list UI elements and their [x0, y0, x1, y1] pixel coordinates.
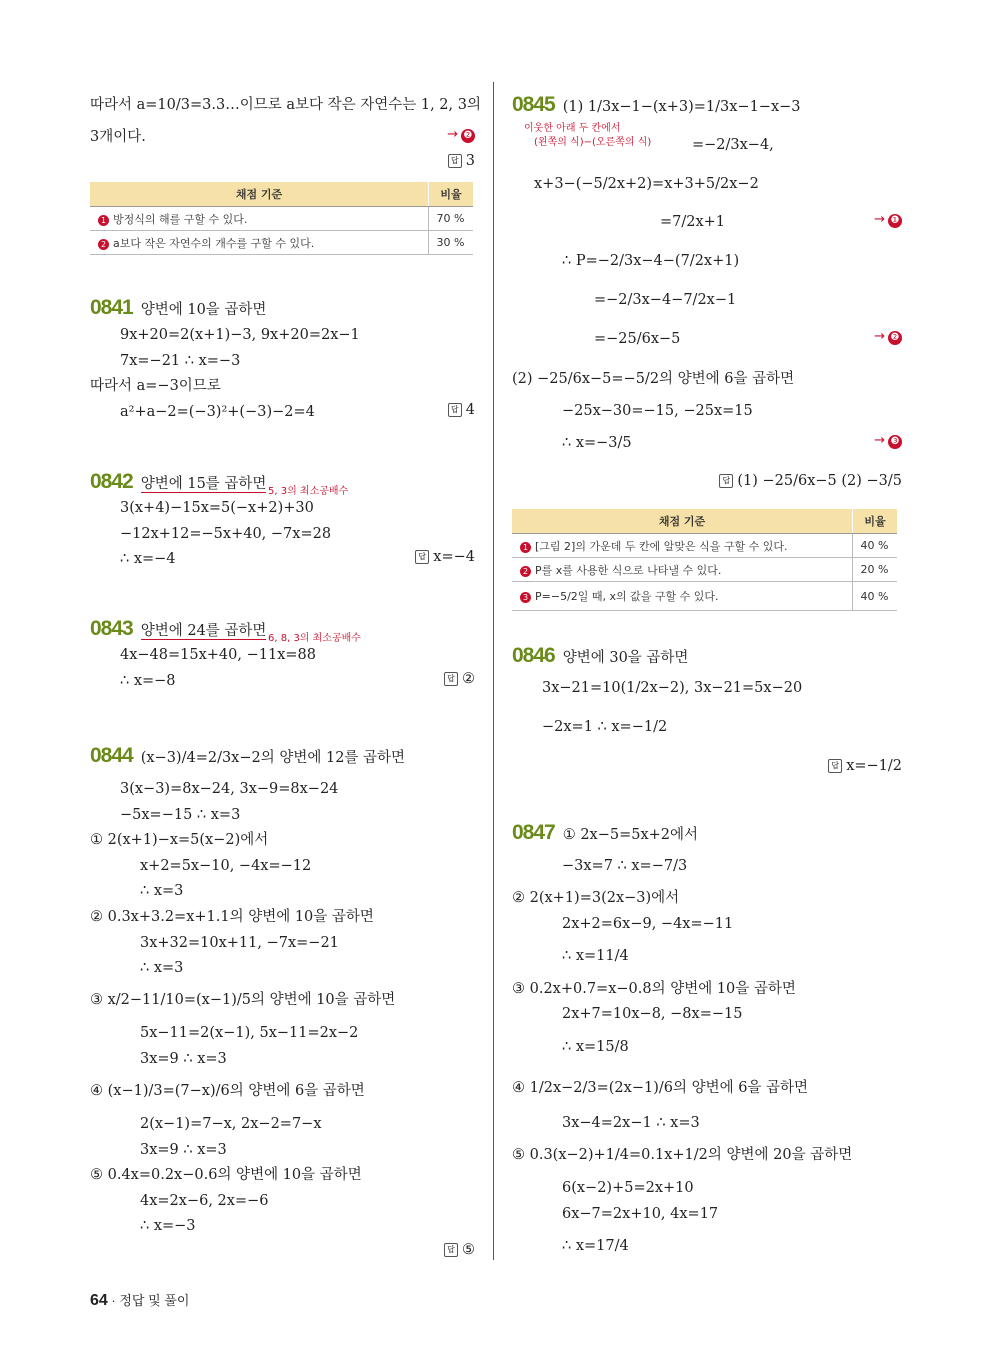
solution-line: ④ (x−1)/3=(7−x)/6의 양변에 6을 곱하면 [90, 1083, 365, 1099]
solution-line: 3x−21=10(1/2x−2), 3x−21=5x−20 [542, 680, 803, 696]
marker-icon: 1 [520, 542, 531, 553]
page-footer [90, 1290, 189, 1310]
solution-line: =−2/3x−4−7/2x−1 [594, 292, 737, 308]
column-divider [493, 82, 494, 1260]
answer-icon: 답 [444, 1243, 458, 1257]
solution-line: ∴ P=−2/3x−4−(7/2x+1) [562, 253, 740, 269]
table-header: 채점 기준 [90, 182, 429, 207]
solution-line: 2(x−1)=7−x, 2x−2=7−x [140, 1116, 322, 1132]
annotation: 6, 8, 3의 최소공배수 [268, 633, 361, 644]
solution-line: ∴ x=−3/5 [562, 435, 632, 451]
solution-line: −12x+12=−5x+40, −7x=28 [120, 526, 332, 542]
solution-line: 2x+7=10x−8, −8x=−15 [562, 1006, 743, 1022]
marker-icon: 2 [98, 239, 109, 250]
answer: 답 (1) −25/6x−5 (2) −3/5 [719, 473, 902, 489]
problem-0842: 0842 양변에 15를 곱하면 [90, 470, 267, 493]
solution-line: ③ x/2−11/10=(x−1)/5의 양변에 10을 곱하면 [90, 992, 396, 1008]
solution-line: ∴ x=3 [140, 883, 184, 899]
solution-line: 5x−11=2(x−1), 5x−11=2x−2 [140, 1025, 359, 1041]
page-number: 64 [90, 1292, 108, 1309]
solution-line: ③ 0.2x+0.7=x−0.8의 양변에 10을 곱하면 [512, 981, 796, 997]
answer: 답 ⑤ [444, 1242, 475, 1258]
solution-line: 6x−7=2x+10, 4x=17 [562, 1206, 719, 1222]
solution-line: −2x=1 ∴ x=−1/2 [542, 719, 668, 735]
solution-line: ∴ x=17/4 [562, 1238, 629, 1254]
step-marker: → ❷ [874, 329, 902, 345]
solution-line: ① 2(x+1)−x=5(x−2)에서 [90, 832, 269, 848]
solution-line: =7/2x+1 [660, 214, 726, 230]
solution-line: =−2/3x−4, [692, 137, 774, 153]
table-header: 비율 [429, 182, 474, 207]
table-header: 비율 [853, 509, 898, 534]
table-row: 1 [그림 2]의 가운데 두 칸에 알맞은 식을 구할 수 있다. 40 % [512, 534, 897, 558]
solution-line: −25x−30=−15, −25x=15 [562, 403, 753, 419]
solution-line: ② 2(x+1)=3(2x−3)에서 [512, 890, 680, 906]
solution-line: ∴ x=−3 [140, 1218, 196, 1234]
answer: 답 ② [444, 671, 475, 687]
marker-icon: 2 [520, 566, 531, 577]
solution-line: ∴ x=−4 [120, 551, 176, 567]
problem-0841: 0841 양변에 10을 곱하면 [90, 296, 267, 319]
answer: 답 3 [448, 153, 475, 169]
solution-line: ⑤ 0.3(x−2)+1/4=0.1x+1/2의 양변에 20을 곱하면 [512, 1147, 853, 1163]
answer-icon: 답 [444, 672, 458, 686]
intro-line: 3개이다. [90, 129, 146, 145]
solution-line: 3x+32=10x+11, −7x=−21 [140, 935, 339, 951]
solution-line: 7x=−21 ∴ x=−3 [120, 353, 241, 369]
answer-icon: 답 [719, 474, 733, 488]
solution-line: −5x=−15 ∴ x=3 [120, 807, 241, 823]
table-row: 1 방정식의 해를 구할 수 있다. 70 % [90, 207, 473, 231]
answer: 답 x=−1/2 [828, 758, 902, 774]
solution-line: ∴ x=−8 [120, 673, 176, 689]
solution-line: 6(x−2)+5=2x+10 [562, 1180, 694, 1196]
problem-0845: 0845 (1) 1/3x−1−(x+3)=1/3x−1−x−3 [512, 93, 801, 116]
annotation: (왼쪽의 식)−(오른쪽의 식) [534, 137, 652, 148]
solution-line: 3x=9 ∴ x=3 [140, 1051, 227, 1067]
solution-line: a²+a−2=(−3)²+(−3)−2=4 [120, 404, 315, 420]
table-row: 2 a보다 작은 자연수의 개수를 구할 수 있다. 30 % [90, 231, 473, 255]
answer-icon: 답 [448, 403, 462, 417]
problem-0847: 0847 ① 2x−5=5x+2에서 [512, 821, 699, 844]
step-marker: → ❶ [874, 212, 902, 228]
step-marker: → ❷ [447, 127, 475, 143]
answer: 답 x=−4 [415, 549, 475, 565]
answer-icon: 답 [415, 550, 429, 564]
table-row: 3 P=−5/2일 때, x의 값을 구할 수 있다. 40 % [512, 582, 897, 611]
solution-line: (2) −25/6x−5=−5/2의 양변에 6을 곱하면 [512, 371, 795, 387]
step-marker: → ❸ [874, 433, 902, 449]
solution-line: 9x+20=2(x+1)−3, 9x+20=2x−1 [120, 327, 360, 343]
annotation: 이웃한 아래 두 칸에서 [524, 123, 621, 134]
marker-icon: 1 [98, 215, 109, 226]
table-header: 채점 기준 [512, 509, 853, 534]
solution-line: 3(x−3)=8x−24, 3x−9=8x−24 [120, 781, 339, 797]
solution-line: ② 0.3x+3.2=x+1.1의 양변에 10을 곱하면 [90, 909, 374, 925]
problem-0846: 0846 양변에 30을 곱하면 [512, 644, 689, 667]
solution-line: ∴ x=11/4 [562, 948, 629, 964]
solution-line: ④ 1/2x−2/3=(2x−1)/6의 양변에 6을 곱하면 [512, 1080, 809, 1096]
solution-line: 2x+2=6x−9, −4x=−11 [562, 916, 734, 932]
answer-icon: 답 [448, 154, 462, 168]
solution-line: 따라서 a=−3이므로 [90, 378, 221, 394]
intro-line: 따라서 a=10/3=3.3…이므로 a보다 작은 자연수는 1, 2, 3의 [90, 97, 481, 113]
grading-table [512, 509, 897, 611]
solution-line: ∴ x=3 [140, 960, 184, 976]
solution-line: 3x=9 ∴ x=3 [140, 1142, 227, 1158]
solution-line: 4x−48=15x+40, −11x=88 [120, 647, 316, 663]
solution-line: 3(x+4)−15x=5(−x+2)+30 [120, 500, 314, 516]
answer: 답 4 [448, 402, 475, 418]
problem-0844: 0844 (x−3)/4=2/3x−2의 양변에 12를 곱하면 [90, 744, 406, 767]
table-row: 2 P를 x를 사용한 식으로 나타낼 수 있다. 20 % [512, 558, 897, 582]
solution-line: 3x−4=2x−1 ∴ x=3 [562, 1115, 700, 1131]
solution-line: −3x=7 ∴ x=−7/3 [562, 858, 688, 874]
solution-line: =−25/6x−5 [594, 331, 681, 347]
annotation: 5, 3의 최소공배수 [268, 486, 349, 497]
solution-line: 4x=2x−6, 2x=−6 [140, 1193, 269, 1209]
grading-table [90, 182, 473, 255]
marker-icon: 3 [520, 592, 531, 603]
solution-line: ∴ x=15/8 [562, 1039, 629, 1055]
footer-label: · 정답 및 풀이 [111, 1293, 190, 1308]
problem-0843: 0843 양변에 24를 곱하면 [90, 617, 267, 640]
answer-icon: 답 [828, 759, 842, 773]
solution-line: ⑤ 0.4x=0.2x−0.6의 양변에 10을 곱하면 [90, 1167, 362, 1183]
solution-line: x+2=5x−10, −4x=−12 [140, 858, 312, 874]
solution-line: x+3−(−5/2x+2)=x+3+5/2x−2 [534, 176, 759, 192]
